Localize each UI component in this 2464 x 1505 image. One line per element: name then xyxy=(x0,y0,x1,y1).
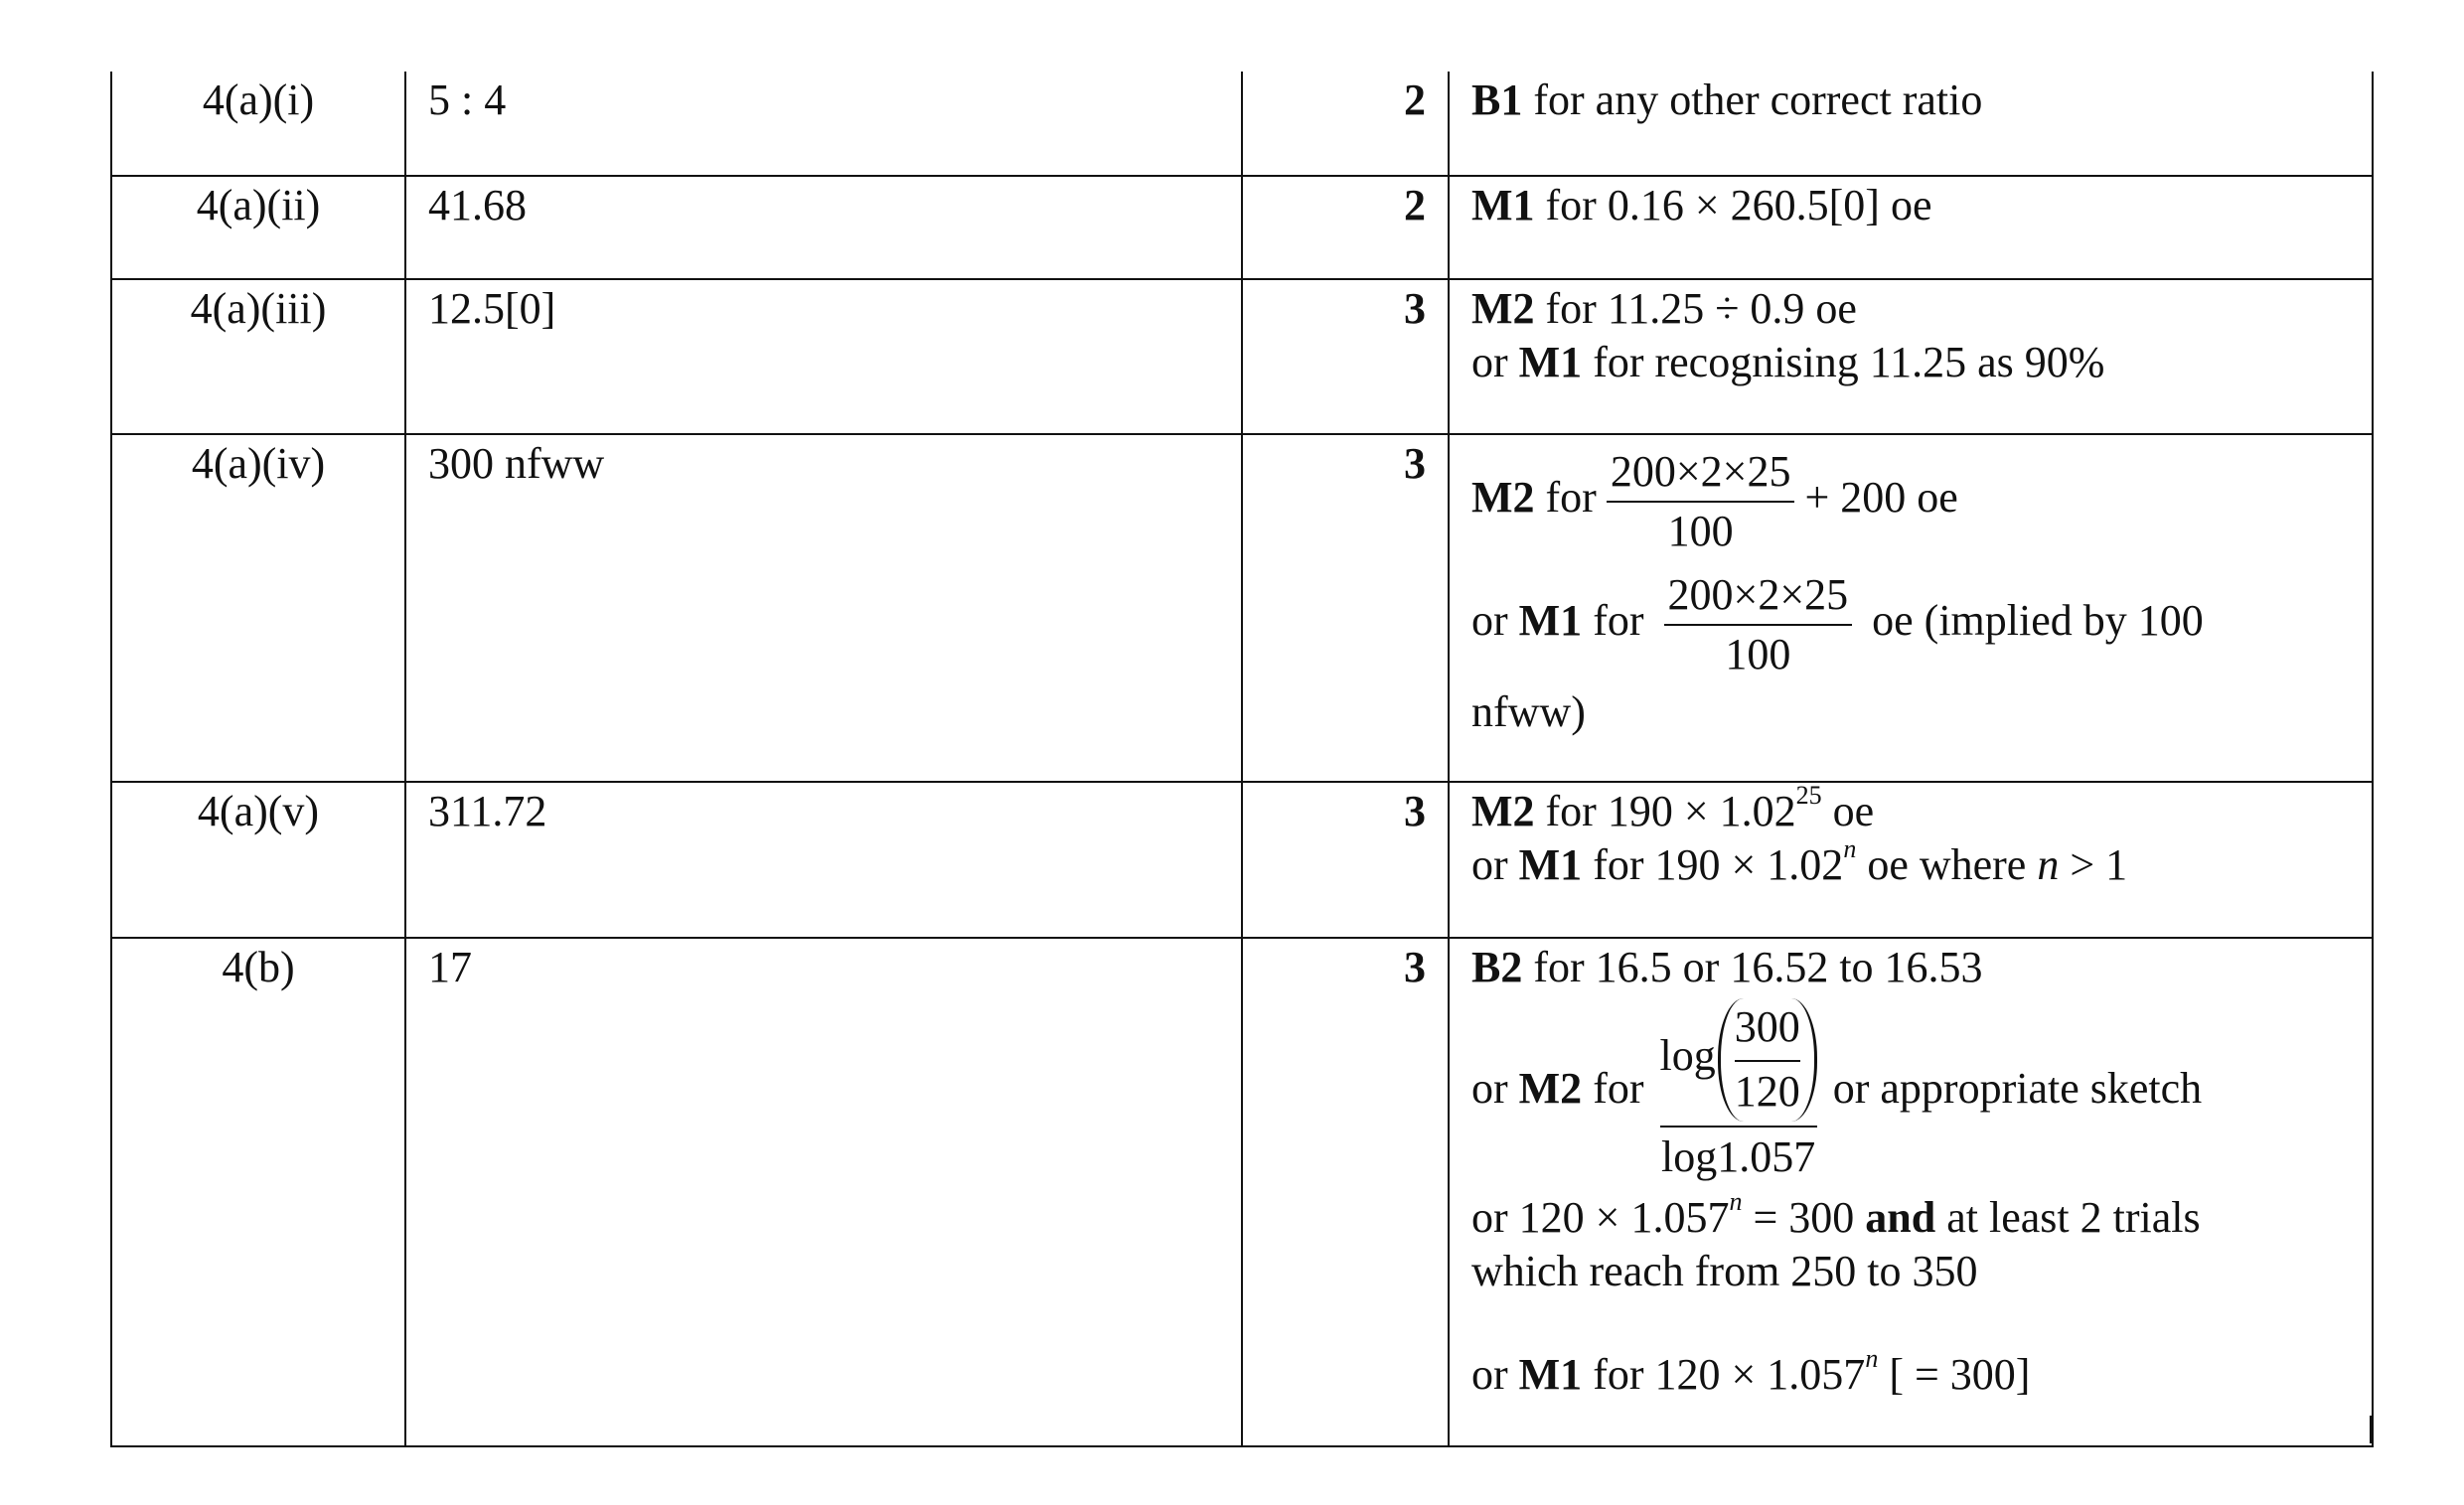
table-row xyxy=(111,176,2373,279)
table-row xyxy=(111,434,2373,782)
guidance-text: for xyxy=(1534,473,1597,523)
exponent: n xyxy=(1843,834,1857,863)
exponent: n xyxy=(1729,1187,1743,1216)
guidance-text: nfww) xyxy=(1471,687,1586,736)
guidance-line xyxy=(1471,566,2362,683)
guidance-line xyxy=(1471,443,2362,560)
question-cell: 4(a)(v) xyxy=(111,782,405,938)
answer-cell: 5 : 4 xyxy=(405,72,1242,176)
fraction-numerator: 200×2×25 xyxy=(1607,443,1795,503)
variable: n xyxy=(2037,840,2060,889)
guidance-cell xyxy=(1449,72,2373,176)
answer-cell: 12.5[0] xyxy=(405,279,1242,434)
question-cell: 4(a)(iv) xyxy=(111,434,405,782)
table-row xyxy=(111,72,2373,176)
guidance-text: for xyxy=(1582,596,1644,646)
guidance-text: > 1 xyxy=(2059,840,2128,889)
marks-cell: 3 xyxy=(1242,938,1449,1446)
guidance-text: = 300 xyxy=(1742,1193,1866,1242)
mark-code: M2 xyxy=(1471,473,1535,523)
table-row xyxy=(111,279,2373,434)
answer-cell: 17 xyxy=(405,938,1242,1446)
guidance-cell xyxy=(1449,176,2373,279)
mark-code: M1 xyxy=(1518,596,1583,646)
answer-cell: 311.72 xyxy=(405,782,1242,938)
guidance-text: or xyxy=(1471,596,1519,646)
guidance-text: oe xyxy=(1821,787,1875,835)
mark-code: B1 xyxy=(1471,75,1523,124)
guidance-text: oe where xyxy=(1856,840,2038,889)
guidance-text: for any other correct ratio xyxy=(1522,75,1983,124)
column-divider xyxy=(110,1416,112,1443)
marks-cell: 3 xyxy=(1242,279,1449,434)
fraction xyxy=(1607,443,1795,560)
guidance-line xyxy=(1471,1245,2362,1298)
emphasis-text: and xyxy=(1865,1193,1936,1242)
mark-scheme-table xyxy=(110,72,2374,1447)
exponent: n xyxy=(1865,1344,1879,1373)
guidance-line xyxy=(1471,834,2362,892)
mark-code: M1 xyxy=(1518,338,1583,386)
fraction-denominator: log1.057 xyxy=(1661,1132,1816,1181)
guidance-text: or xyxy=(1471,1064,1519,1114)
continuation-stubs xyxy=(0,1416,2464,1443)
marks-cell: 2 xyxy=(1242,72,1449,176)
guidance-text: for 0.16 × 260.5[0] oe xyxy=(1534,181,1932,229)
guidance-line xyxy=(1471,685,2362,739)
mark-code: M1 xyxy=(1518,840,1583,889)
guidance-text: for 190 × 1.02 xyxy=(1582,840,1844,889)
mark-code: M1 xyxy=(1518,1350,1583,1399)
guidance-line xyxy=(1471,998,2362,1187)
column-divider xyxy=(2370,1416,2372,1443)
fraction-denominator: 100 xyxy=(1667,507,1734,555)
guidance-line xyxy=(1471,1187,2362,1245)
fraction xyxy=(1664,566,1853,683)
mark-code: M2 xyxy=(1471,787,1535,835)
answer-cell: 41.68 xyxy=(405,176,1242,279)
table-row xyxy=(111,782,2373,938)
fraction-numerator: 300 xyxy=(1735,998,1800,1062)
mark-code: M2 xyxy=(1518,1064,1583,1114)
table-row xyxy=(111,938,2373,1446)
bracketed-fraction xyxy=(1718,998,1817,1122)
fraction-numerator xyxy=(1660,998,1817,1128)
guidance-cell xyxy=(1449,434,2373,782)
question-cell: 4(a)(iii) xyxy=(111,279,405,434)
mark-code: B2 xyxy=(1471,943,1523,991)
guidance-text: or xyxy=(1471,840,1519,889)
guidance-text: + 200 oe xyxy=(1804,473,1958,523)
guidance-text: or xyxy=(1471,338,1519,386)
guidance-text: for xyxy=(1582,1064,1644,1114)
exponent: 25 xyxy=(1795,781,1822,810)
guidance-line xyxy=(1471,1344,2362,1402)
guidance-text: for 16.5 or 16.52 to 16.53 xyxy=(1522,943,1983,991)
question-cell: 4(b) xyxy=(111,938,405,1446)
guidance-text: for 11.25 ÷ 0.9 oe xyxy=(1534,284,1857,333)
log-fraction xyxy=(1660,998,1817,1187)
guidance-line xyxy=(1471,781,2362,838)
fraction-denominator: 120 xyxy=(1734,1067,1800,1116)
mark-code: M1 xyxy=(1471,181,1535,229)
mark-code: M2 xyxy=(1471,284,1535,333)
guidance-text: for 120 × 1.057 xyxy=(1582,1350,1866,1399)
guidance-line xyxy=(1471,941,2362,994)
column-divider xyxy=(404,1416,406,1443)
answer-cell: 300 nfww xyxy=(405,434,1242,782)
guidance-text: which reach from 250 to 350 xyxy=(1471,1247,1978,1295)
guidance-text: or xyxy=(1471,1350,1519,1399)
fraction-numerator: 200×2×25 xyxy=(1664,566,1853,626)
guidance-cell xyxy=(1449,279,2373,434)
guidance-text: or 120 × 1.057 xyxy=(1471,1193,1730,1242)
guidance-text: at least 2 trials xyxy=(1935,1193,2201,1242)
guidance-cell xyxy=(1449,782,2373,938)
guidance-text: for 190 × 1.02 xyxy=(1534,787,1796,835)
column-divider xyxy=(1241,1416,1243,1443)
guidance-line xyxy=(1471,282,2362,336)
log-label: log xyxy=(1659,1031,1716,1081)
question-cell: 4(a)(i) xyxy=(111,72,405,176)
fraction-denominator: 100 xyxy=(1725,630,1791,678)
marks-cell: 2 xyxy=(1242,176,1449,279)
guidance-text: oe (implied by 100 xyxy=(1872,596,2204,646)
marks-cell: 3 xyxy=(1242,434,1449,782)
guidance-line xyxy=(1471,336,2362,389)
marks-cell: 3 xyxy=(1242,782,1449,938)
guidance-text: or appropriate sketch xyxy=(1832,1064,2203,1114)
guidance-text: [ = 300] xyxy=(1878,1350,2031,1399)
guidance-line xyxy=(1471,179,2362,232)
column-divider xyxy=(1448,1416,1450,1443)
guidance-text: for recognising 11.25 as 90% xyxy=(1582,338,2105,386)
guidance-cell xyxy=(1449,938,2373,1446)
question-cell: 4(a)(ii) xyxy=(111,176,405,279)
guidance-line xyxy=(1471,74,2362,127)
